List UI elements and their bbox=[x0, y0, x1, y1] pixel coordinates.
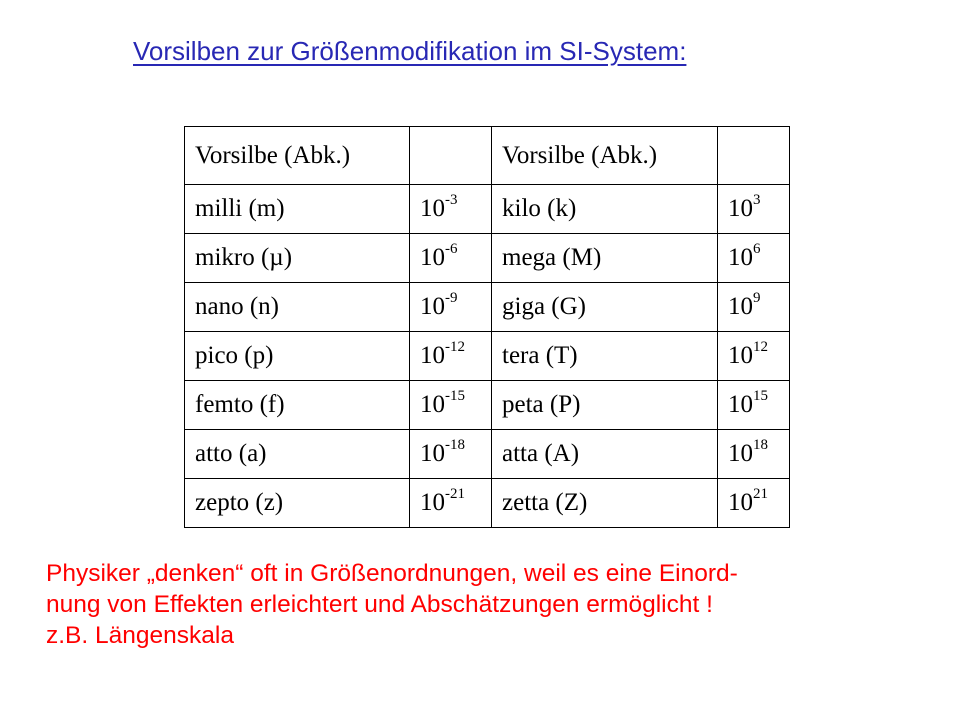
factor-exponent: -6 bbox=[445, 240, 458, 257]
note-text bbox=[46, 558, 956, 651]
page-title: Vorsilben zur Größenmodifikation im SI-System: bbox=[133, 36, 687, 66]
prefix-small-cell: milli (m) bbox=[185, 185, 410, 234]
table-row bbox=[185, 234, 790, 283]
prefix-small-cell: mikro (µ) bbox=[185, 234, 410, 283]
factor-base: 10 bbox=[728, 489, 753, 516]
factor-exponent: 18 bbox=[753, 436, 768, 453]
prefix-large-cell: giga (G) bbox=[492, 283, 718, 332]
factor-small-cell bbox=[410, 381, 492, 430]
note-line: z.B. Längenskala bbox=[46, 622, 234, 649]
factor-base: 10 bbox=[420, 342, 445, 369]
factor-base: 10 bbox=[728, 293, 753, 320]
factor-exponent: 15 bbox=[753, 387, 768, 404]
factor-exponent: 21 bbox=[753, 485, 768, 502]
factor-base: 10 bbox=[420, 489, 445, 516]
table-row bbox=[185, 332, 790, 381]
header-factor-large bbox=[718, 127, 790, 185]
factor-large-cell bbox=[718, 430, 790, 479]
note-line: Physiker „denken“ oft in Größenordnungen, weil es eine Einord- bbox=[46, 560, 738, 587]
factor-large-cell bbox=[718, 283, 790, 332]
table-row bbox=[185, 430, 790, 479]
table-row bbox=[185, 381, 790, 430]
factor-base: 10 bbox=[420, 195, 445, 222]
prefix-large-cell: tera (T) bbox=[492, 332, 718, 381]
prefix-large-cell: mega (M) bbox=[492, 234, 718, 283]
table-row bbox=[185, 479, 790, 528]
table-row bbox=[185, 283, 790, 332]
factor-large-cell bbox=[718, 332, 790, 381]
factor-exponent: -15 bbox=[445, 387, 465, 404]
factor-small-cell bbox=[410, 430, 492, 479]
factor-large-cell bbox=[718, 381, 790, 430]
factor-base: 10 bbox=[728, 391, 753, 418]
factor-base: 10 bbox=[420, 293, 445, 320]
si-prefix-table bbox=[184, 126, 790, 528]
factor-small-cell bbox=[410, 283, 492, 332]
factor-small-cell bbox=[410, 185, 492, 234]
header-prefix-small: Vorsilbe (Abk.) bbox=[185, 127, 410, 185]
prefix-large-cell: kilo (k) bbox=[492, 185, 718, 234]
factor-exponent: -12 bbox=[445, 338, 465, 355]
factor-base: 10 bbox=[420, 391, 445, 418]
factor-small-cell bbox=[410, 234, 492, 283]
factor-exponent: -3 bbox=[445, 191, 458, 208]
factor-large-cell bbox=[718, 185, 790, 234]
table-row bbox=[185, 185, 790, 234]
factor-base: 10 bbox=[728, 195, 753, 222]
table-header-row bbox=[185, 127, 790, 185]
prefix-small-cell: femto (f) bbox=[185, 381, 410, 430]
factor-base: 10 bbox=[728, 440, 753, 467]
factor-base: 10 bbox=[420, 244, 445, 271]
prefix-large-cell: zetta (Z) bbox=[492, 479, 718, 528]
factor-large-cell bbox=[718, 234, 790, 283]
factor-exponent: 9 bbox=[753, 289, 761, 306]
factor-exponent: -18 bbox=[445, 436, 465, 453]
header-prefix-large: Vorsilbe (Abk.) bbox=[492, 127, 718, 185]
prefix-small-cell: nano (n) bbox=[185, 283, 410, 332]
factor-exponent: -9 bbox=[445, 289, 458, 306]
prefix-small-cell: pico (p) bbox=[185, 332, 410, 381]
factor-small-cell bbox=[410, 479, 492, 528]
prefix-small-cell: atto (a) bbox=[185, 430, 410, 479]
factor-exponent: -21 bbox=[445, 485, 465, 502]
factor-large-cell bbox=[718, 479, 790, 528]
factor-exponent: 3 bbox=[753, 191, 761, 208]
note-line: nung von Effekten erleichtert und Abschätzungen ermöglicht ! bbox=[46, 591, 713, 618]
prefix-large-cell: atta (A) bbox=[492, 430, 718, 479]
factor-small-cell bbox=[410, 332, 492, 381]
prefix-small-cell: zepto (z) bbox=[185, 479, 410, 528]
prefix-large-cell: peta (P) bbox=[492, 381, 718, 430]
header-factor-small bbox=[410, 127, 492, 185]
factor-base: 10 bbox=[420, 440, 445, 467]
factor-exponent: 6 bbox=[753, 240, 761, 257]
factor-base: 10 bbox=[728, 342, 753, 369]
factor-base: 10 bbox=[728, 244, 753, 271]
factor-exponent: 12 bbox=[753, 338, 768, 355]
